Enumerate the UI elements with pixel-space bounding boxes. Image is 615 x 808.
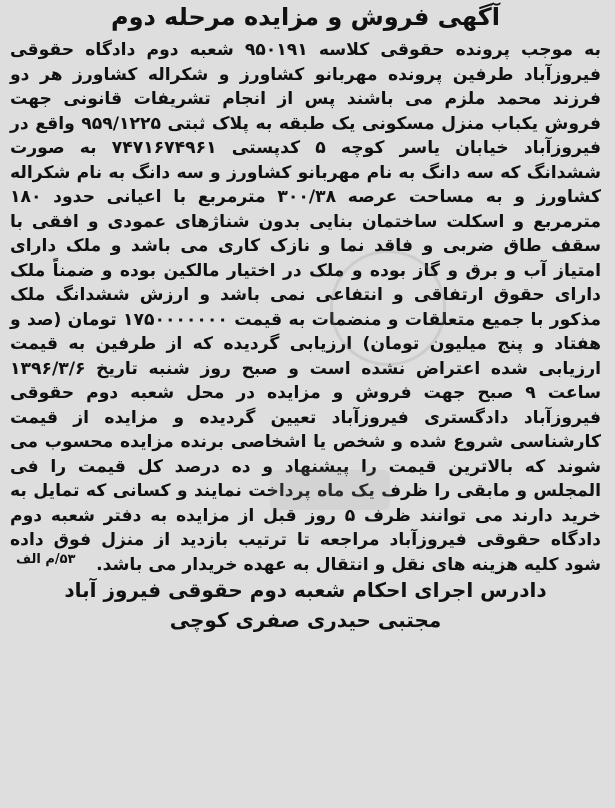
signature-office: دادرس اجرای احکام شعبه دوم حقوقی فیروز آباد: [64, 578, 547, 602]
notice-body: به موجب پرونده حقوقی کلاسه ۹۵۰۱۹۱ شعبه دوم دادگاه حقوقی فیروزآباد طرفین پرونده مهربانو کشاورز و شکراله کشاورز هر دو فرزند محمد ملزم می باشند پس از انجام تشریفات قانونی جهت فروش یکباب منزل مسکونی یک طبقه به پلاک ثبتی ۹۵۹/۱۲۲۵ واقع در فیروزآباد خیابان یاسر کوچه ۵ کدپستی ۷۴۷۱۶۷۴۹۶۱ به صورت ششدانگ که سه دانگ به نام مهربانو کشاورز و سه دانگ به نام شکراله کشاورز و به مساحت عرصه ۳۰۰/۳۸ مترمربع با اعیانی حدود ۱۸۰ مترمربع و اسکلت ساختمان بنایی بدون شناژهای عمودی و افقی با سقف طاق ضربی و فاقد نما و نازک کاری می باشد و ملک دارای امتیاز آب و برق و گاز بوده و ملک در اختیار مالکین بوده و ضمناً ملک دارای حقوق ارتفاقی و انتفاعی نمی باشد و ارزش ششدانگ ملک مذکور با جمیع متعلقات و منضمات به قیمت ۱۷۵۰۰۰۰۰۰۰ تومان (صد و هفتاد و پنج میلیون تومان) ارزیابی گردیده که از طرفین به قیمت ارزیابی شده اعتراض نشده است و صبح روز شنبه تاریخ ۱۳۹۶/۳/۶ ساعت ۹ صبح جهت فروش و مزایده در محل شعبه دوم حقوقی فیروزآباد دادگستری فیروزآباد تعیین گردیده و مزایده از قیمت کارشناسی شروع شده و شخص یا اشخاصی برنده مزایده محسوب می شوند که بالاترین قیمت را پیشنهاد و ده درصد کل قیمت را فی المجلس و مابقی را ظرف یک ماه پرداخت نمایند و کسانی که تمایل به خرید دارند می توانند ظرف ۵ روز قبل از مزایده به دفتر شعبه دوم دادگاه حقوقی فیروزآباد مراجعه تا ترتیب بازدید از منزل فوق داده شود کلیه هزینه های نقل و انتقال به عهده خریدار می باشد.: [10, 40, 602, 575]
signature-name: مجتبی حیدری صفری کوچی: [169, 608, 442, 632]
notice-title: آگهی فروش و مزایده مرحله دوم: [110, 3, 500, 31]
notice-code: ۵۳/م الف: [16, 552, 76, 567]
